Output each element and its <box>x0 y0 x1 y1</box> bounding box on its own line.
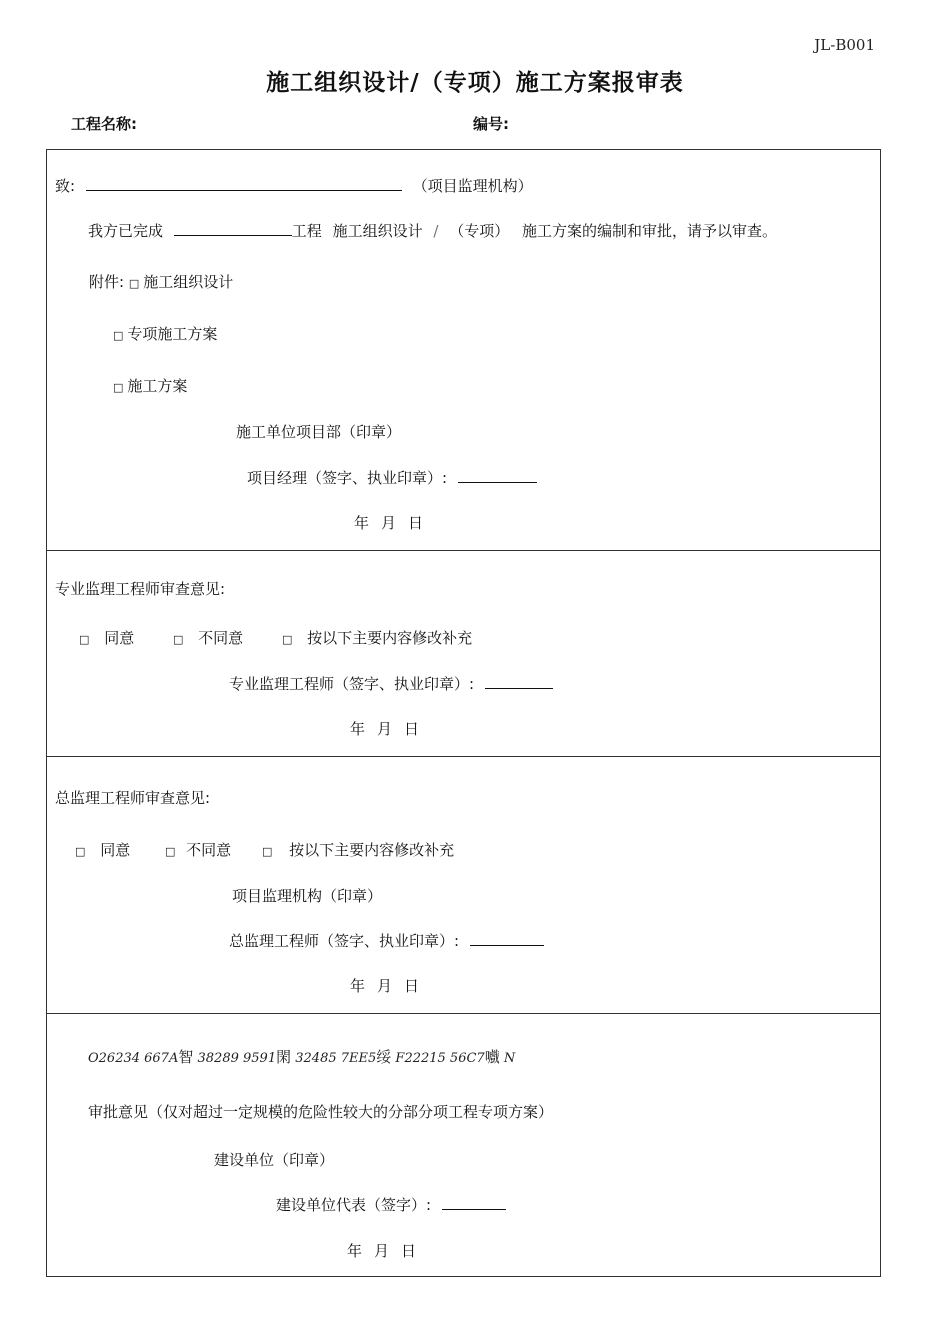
month-label: 月 <box>374 1242 390 1260</box>
chief-sign-label: 总监理工程师（签字、执业印章）: <box>229 932 460 950</box>
checkbox-icon[interactable]: □ <box>75 845 86 858</box>
number-label: 编号: <box>473 115 509 133</box>
year-label: 年 <box>350 720 366 738</box>
to-label: 致: <box>55 177 76 195</box>
statement-special: （专项） <box>449 222 510 240</box>
attachment-option-2[interactable] <box>113 323 217 344</box>
attachment-option-1[interactable] <box>89 271 233 292</box>
owner-sign-label: 建设单位代表（签字）: <box>276 1196 432 1214</box>
option-revise[interactable]: 按以下主要内容修改补充 <box>289 841 455 859</box>
checkbox-icon[interactable]: □ <box>128 277 140 290</box>
option-revise[interactable]: 按以下主要内容修改补充 <box>307 629 473 647</box>
project-name-label: 工程名称: <box>71 115 137 133</box>
manager-sign-line <box>247 467 537 488</box>
month-label: 月 <box>377 720 393 738</box>
option-disagree[interactable]: 不同意 <box>186 841 232 859</box>
supervision-org-seal-label: 项目监理机构（印章） <box>232 887 383 905</box>
date-line <box>350 718 431 739</box>
option-disagree[interactable]: 不同意 <box>198 629 244 647</box>
manager-sign-label: 项目经理（签字、执业印章）: <box>247 469 448 487</box>
document-code: JL-B001 <box>814 36 875 54</box>
addressee-field[interactable] <box>86 176 402 191</box>
day-label: 日 <box>401 1242 417 1260</box>
year-label: 年 <box>350 977 366 995</box>
specialist-options <box>79 627 472 648</box>
addressee-line <box>55 175 533 196</box>
chief-sign-line <box>229 930 544 951</box>
checkbox-icon[interactable]: □ <box>261 845 273 858</box>
option-agree[interactable]: 同意 <box>100 841 131 859</box>
attachment-label: 附件: <box>89 273 125 291</box>
garbled-text-line: O26234 667A智 38289 9591閑 32485 7EE5绥 F22215 56C7嚱 N <box>88 1048 516 1066</box>
checkbox-icon[interactable]: □ <box>281 633 293 646</box>
statement-slash: / <box>433 222 439 240</box>
date-line <box>354 512 435 533</box>
statement-mid: 施工组织设计 <box>332 222 423 240</box>
owner-approval-section <box>47 1014 880 1278</box>
statement-project-suffix: 工程 <box>291 222 322 240</box>
option-plan: 施工方案 <box>127 377 188 395</box>
date-line <box>350 975 431 996</box>
year-label: 年 <box>347 1242 363 1260</box>
submission-section <box>47 150 880 551</box>
option-agree[interactable]: 同意 <box>104 629 135 647</box>
option-construction-design: 施工组织设计 <box>143 273 234 291</box>
specialist-sign-line <box>229 673 553 694</box>
day-label: 日 <box>408 514 424 532</box>
chief-review-heading: 总监理工程师审查意见: <box>55 789 211 807</box>
review-form <box>46 149 881 1277</box>
approval-label: 审批意见（仅对超过一定规模的危险性较大的分部分项工程专项方案） <box>88 1103 554 1121</box>
submission-statement <box>88 220 777 241</box>
owner-seal-label: 建设单位（印章） <box>214 1151 335 1169</box>
attachment-option-3[interactable] <box>113 375 187 396</box>
specialist-review-section <box>47 551 880 757</box>
day-label: 日 <box>404 977 420 995</box>
checkbox-icon[interactable]: □ <box>113 329 124 342</box>
day-label: 日 <box>404 720 420 738</box>
option-special-plan: 专项施工方案 <box>127 325 218 343</box>
owner-sign-field[interactable] <box>442 1195 506 1210</box>
month-label: 月 <box>377 977 393 995</box>
statement-end: 施工方案的编制和审批，请予以审查。 <box>522 222 778 240</box>
chief-options <box>75 839 454 860</box>
project-field[interactable] <box>174 221 292 236</box>
statement-prefix: 我方已完成 <box>88 222 164 240</box>
owner-sign-line <box>276 1194 506 1215</box>
specialist-sign-field[interactable] <box>485 674 553 689</box>
checkbox-icon[interactable]: □ <box>172 633 184 646</box>
chief-review-section <box>47 757 880 1014</box>
chief-sign-field[interactable] <box>470 931 544 946</box>
checkbox-icon[interactable]: □ <box>164 845 176 858</box>
specialist-review-heading: 专业监理工程师审查意见: <box>55 580 226 598</box>
checkbox-icon[interactable]: □ <box>113 381 124 394</box>
addressee-suffix: （项目监理机构） <box>412 177 533 195</box>
year-label: 年 <box>354 514 370 532</box>
month-label: 月 <box>381 514 397 532</box>
specialist-sign-label: 专业监理工程师（签字、执业印章）: <box>229 675 475 693</box>
manager-sign-field[interactable] <box>458 468 537 483</box>
contractor-seal-label: 施工单位项目部（印章） <box>236 423 402 441</box>
date-line <box>347 1240 428 1261</box>
checkbox-icon[interactable]: □ <box>79 633 90 646</box>
page-title: 施工组织设计/（专项）施工方案报审表 <box>266 70 684 96</box>
